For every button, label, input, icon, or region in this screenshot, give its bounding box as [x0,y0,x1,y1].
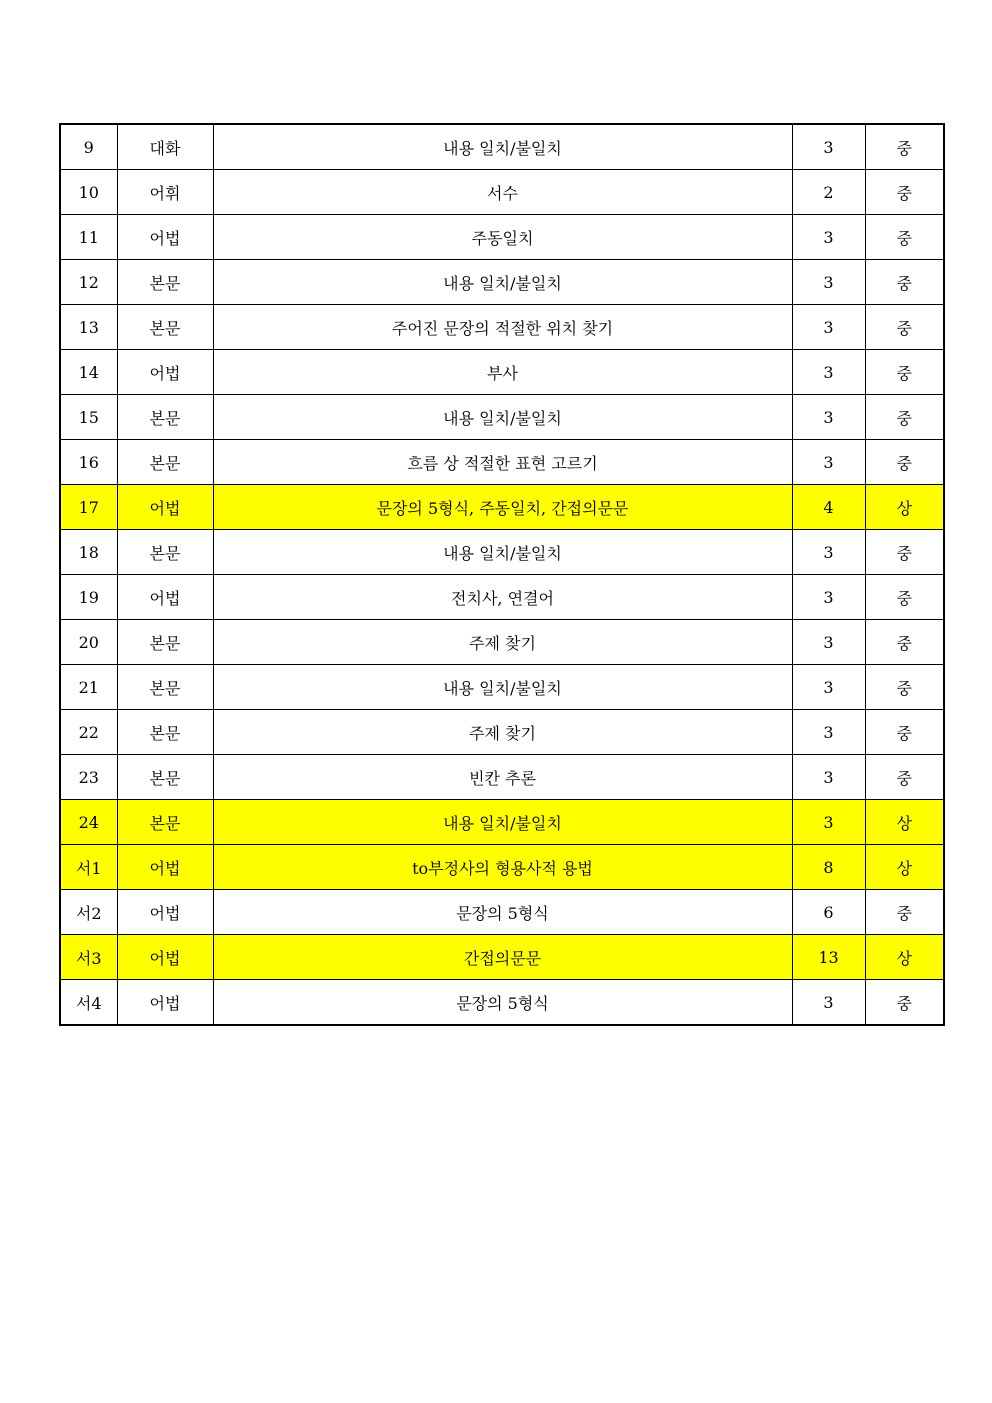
score-cell: 2 [792,170,865,215]
score-cell: 3 [792,395,865,440]
difficulty-cell: 상 [865,935,944,980]
score-cell: 3 [792,260,865,305]
question-number-cell: 12 [60,260,117,305]
question-number-cell: 서2 [60,890,117,935]
question-content-cell: 주어진 문장의 적절한 위치 찾기 [213,305,792,350]
table-row [60,620,944,665]
table-row [60,575,944,620]
question-content-cell: 간접의문문 [213,935,792,980]
question-number-cell: 24 [60,800,117,845]
score-cell: 3 [792,215,865,260]
question-number-cell: 서1 [60,845,117,890]
difficulty-cell: 중 [865,350,944,395]
score-cell: 4 [792,485,865,530]
table-row [60,800,944,845]
difficulty-cell: 중 [865,124,944,170]
table-row [60,170,944,215]
difficulty-cell: 중 [865,170,944,215]
difficulty-cell: 중 [865,710,944,755]
score-cell: 3 [792,350,865,395]
question-content-cell: to부정사의 형용사적 용법 [213,845,792,890]
difficulty-cell: 중 [865,890,944,935]
question-type-cell: 본문 [117,530,213,575]
question-number-cell: 14 [60,350,117,395]
question-content-cell: 주동일치 [213,215,792,260]
question-number-cell: 20 [60,620,117,665]
question-type-cell: 본문 [117,800,213,845]
table-row [60,845,944,890]
difficulty-cell: 중 [865,395,944,440]
score-cell: 3 [792,755,865,800]
score-cell: 3 [792,800,865,845]
difficulty-cell: 중 [865,575,944,620]
score-cell: 3 [792,710,865,755]
difficulty-cell: 중 [865,980,944,1026]
question-content-cell: 내용 일치/불일치 [213,665,792,710]
difficulty-cell: 중 [865,260,944,305]
question-content-cell: 빈칸 추론 [213,755,792,800]
question-content-cell: 주제 찾기 [213,620,792,665]
question-number-cell: 서4 [60,980,117,1026]
question-content-cell: 내용 일치/불일치 [213,395,792,440]
question-type-cell: 어법 [117,350,213,395]
table-row [60,710,944,755]
exam-analysis-table [59,123,945,1026]
question-type-cell: 본문 [117,395,213,440]
score-cell: 3 [792,305,865,350]
question-number-cell: 17 [60,485,117,530]
question-number-cell: 서3 [60,935,117,980]
question-type-cell: 본문 [117,305,213,350]
difficulty-cell: 중 [865,665,944,710]
question-number-cell: 16 [60,440,117,485]
question-type-cell: 어법 [117,935,213,980]
question-number-cell: 18 [60,530,117,575]
question-content-cell: 문장의 5형식, 주동일치, 간접의문문 [213,485,792,530]
table-row [60,440,944,485]
question-type-cell: 본문 [117,440,213,485]
difficulty-cell: 상 [865,800,944,845]
table-row [60,665,944,710]
question-type-cell: 본문 [117,710,213,755]
question-number-cell: 19 [60,575,117,620]
question-content-cell: 내용 일치/불일치 [213,124,792,170]
question-content-cell: 문장의 5형식 [213,980,792,1026]
score-cell: 3 [792,665,865,710]
question-type-cell: 본문 [117,755,213,800]
score-cell: 3 [792,530,865,575]
question-type-cell: 본문 [117,665,213,710]
question-type-cell: 어법 [117,845,213,890]
table-row [60,530,944,575]
question-content-cell: 문장의 5형식 [213,890,792,935]
score-cell: 3 [792,980,865,1026]
question-content-cell: 내용 일치/불일치 [213,530,792,575]
question-number-cell: 21 [60,665,117,710]
question-content-cell: 서수 [213,170,792,215]
score-cell: 3 [792,575,865,620]
difficulty-cell: 중 [865,755,944,800]
question-number-cell: 23 [60,755,117,800]
difficulty-cell: 중 [865,440,944,485]
difficulty-cell: 중 [865,305,944,350]
table-row [60,980,944,1026]
table-row [60,755,944,800]
question-number-cell: 22 [60,710,117,755]
question-number-cell: 13 [60,305,117,350]
difficulty-cell: 상 [865,845,944,890]
question-type-cell: 대화 [117,124,213,170]
question-type-cell: 본문 [117,260,213,305]
question-type-cell: 본문 [117,620,213,665]
score-cell: 3 [792,440,865,485]
score-cell: 6 [792,890,865,935]
table-row [60,395,944,440]
score-cell: 3 [792,620,865,665]
score-cell: 3 [792,124,865,170]
question-number-cell: 15 [60,395,117,440]
question-content-cell: 내용 일치/불일치 [213,800,792,845]
table-row [60,215,944,260]
score-cell: 8 [792,845,865,890]
question-content-cell: 부사 [213,350,792,395]
table-row [60,935,944,980]
question-content-cell: 전치사, 연결어 [213,575,792,620]
question-number-cell: 9 [60,124,117,170]
difficulty-cell: 중 [865,620,944,665]
table-row [60,350,944,395]
difficulty-cell: 중 [865,215,944,260]
difficulty-cell: 중 [865,530,944,575]
table-body [60,124,944,1025]
question-type-cell: 어법 [117,890,213,935]
table-row [60,124,944,170]
question-content-cell: 흐름 상 적절한 표현 고르기 [213,440,792,485]
table-row [60,485,944,530]
question-content-cell: 주제 찾기 [213,710,792,755]
question-number-cell: 10 [60,170,117,215]
table-row [60,890,944,935]
table-row [60,305,944,350]
question-type-cell: 어휘 [117,170,213,215]
difficulty-cell: 상 [865,485,944,530]
question-content-cell: 내용 일치/불일치 [213,260,792,305]
score-cell: 13 [792,935,865,980]
question-type-cell: 어법 [117,215,213,260]
question-type-cell: 어법 [117,980,213,1026]
question-number-cell: 11 [60,215,117,260]
question-type-cell: 어법 [117,575,213,620]
question-type-cell: 어법 [117,485,213,530]
table-row [60,260,944,305]
